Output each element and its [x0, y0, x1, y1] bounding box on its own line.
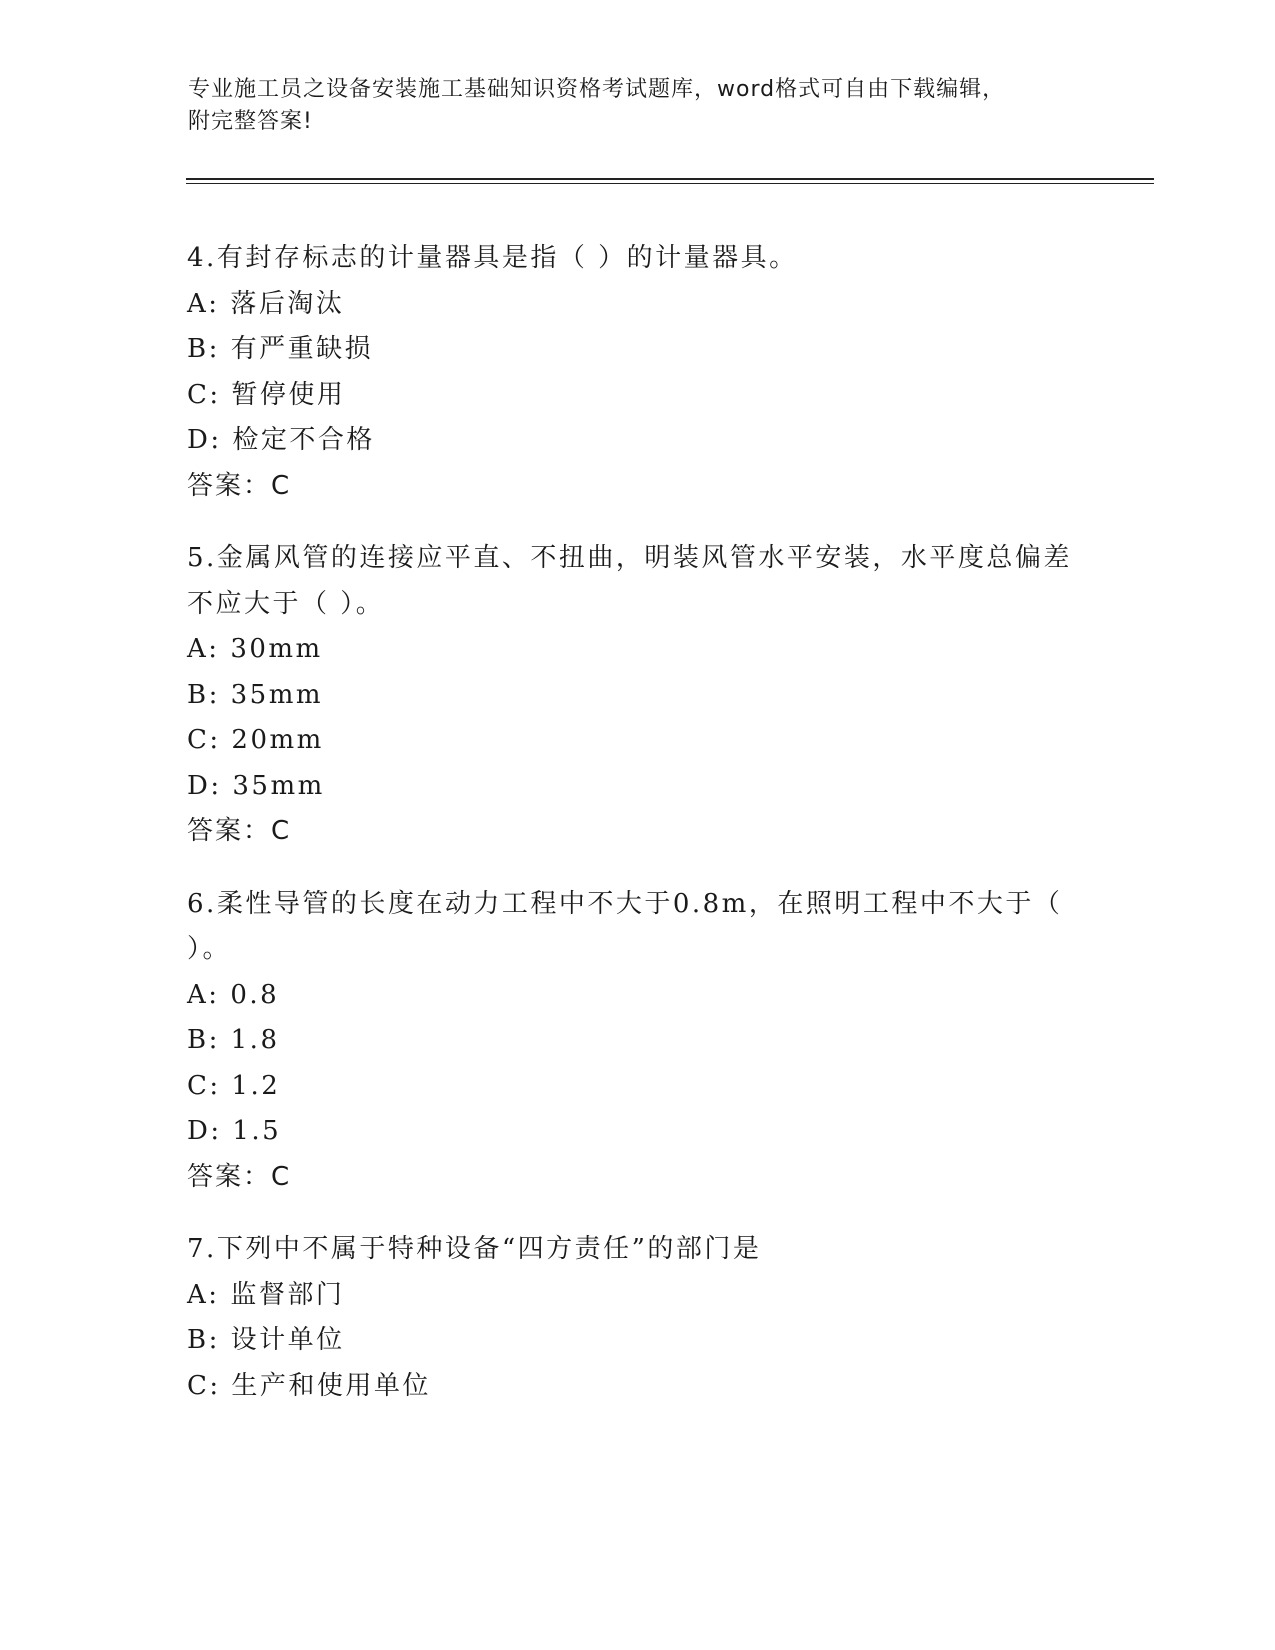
question-list: [187, 236, 1087, 1436]
option-letter: A:: [187, 1279, 220, 1310]
answer-line: 答案：C: [187, 1161, 292, 1192]
document-header: [188, 74, 1068, 138]
option-text: 设计单位: [230, 1325, 345, 1355]
option-a: [187, 627, 1087, 673]
option-d: [187, 764, 1087, 810]
option-text: 35mm: [230, 679, 324, 710]
question-number: 5.: [187, 543, 217, 573]
option-letter: C:: [187, 1070, 221, 1101]
option-a: [187, 973, 1087, 1019]
option-text: 1.2: [231, 1070, 281, 1101]
answer-line: 答案：C: [187, 470, 292, 501]
option-text: 1.5: [232, 1116, 282, 1146]
option-text: 暂停使用: [231, 379, 346, 410]
header-divider-thin: [186, 183, 1154, 184]
option-d: [187, 418, 1087, 464]
option-text: 1.8: [230, 1025, 280, 1055]
option-b: [187, 1318, 1087, 1364]
option-letter: B:: [187, 679, 220, 710]
option-text: 35mm: [232, 770, 325, 801]
option-letter: A:: [187, 634, 220, 664]
answer-line: 答案：C: [187, 816, 292, 846]
question-stem: 下列中不属于特种设备“四方责任”的部门是: [216, 1234, 762, 1264]
option-c: [187, 718, 1087, 764]
option-letter: D:: [187, 770, 222, 801]
option-letter: B:: [187, 1025, 220, 1055]
question-4: [187, 236, 1087, 509]
option-letter: D:: [187, 1116, 222, 1146]
option-c: [187, 373, 1087, 419]
option-text: 落后淘汰: [230, 288, 345, 319]
question-stem: 柔性导管的长度在动力工程中不大于0.8m，在照明工程中不大于（ ）。: [187, 888, 1063, 964]
option-text: 20mm: [231, 725, 324, 755]
header-line-1: 专业施工员之设备安装施工基础知识资格考试题库，word格式可自由下载编辑，: [188, 77, 1006, 102]
option-a: [187, 1273, 1087, 1319]
header-divider-thick: [186, 178, 1154, 180]
option-text: 生产和使用单位: [231, 1370, 431, 1401]
option-letter: B:: [187, 334, 220, 364]
question-number: 4.: [187, 243, 217, 273]
question-7: [187, 1227, 1087, 1409]
question-text: [187, 536, 1087, 627]
option-text: 30mm: [230, 634, 323, 664]
header-line-2: 附完整答案!: [188, 109, 313, 134]
option-b: [187, 673, 1087, 719]
option-b: [187, 1018, 1087, 1064]
option-letter: D:: [187, 425, 222, 455]
question-text: [187, 236, 1087, 282]
option-b: [187, 327, 1087, 373]
question-number: 7.: [187, 1234, 217, 1264]
option-text: 有严重缺损: [230, 334, 374, 364]
option-a: [187, 282, 1087, 328]
option-letter: A:: [187, 288, 220, 319]
option-c: [187, 1064, 1087, 1110]
option-letter: C:: [187, 1370, 221, 1401]
question-number: 6.: [187, 888, 217, 919]
question-text: [187, 1227, 1087, 1273]
option-c: [187, 1364, 1087, 1410]
option-letter: C:: [187, 725, 221, 755]
option-letter: A:: [187, 979, 220, 1010]
option-text: 检定不合格: [232, 425, 375, 455]
option-letter: B:: [187, 1325, 220, 1355]
question-5: [187, 536, 1087, 855]
option-text: 监督部门: [230, 1279, 345, 1310]
option-d: [187, 1109, 1087, 1155]
option-letter: C:: [187, 379, 221, 410]
question-6: [187, 882, 1087, 1201]
question-stem: 有封存标志的计量器具是指（ ）的计量器具。: [216, 243, 798, 273]
question-text: [187, 882, 1087, 973]
option-text: 0.8: [230, 979, 280, 1010]
question-stem: 金属风管的连接应平直、不扭曲，明装风管水平安装，水平度总偏差不应大于（ ）。: [187, 543, 1072, 619]
